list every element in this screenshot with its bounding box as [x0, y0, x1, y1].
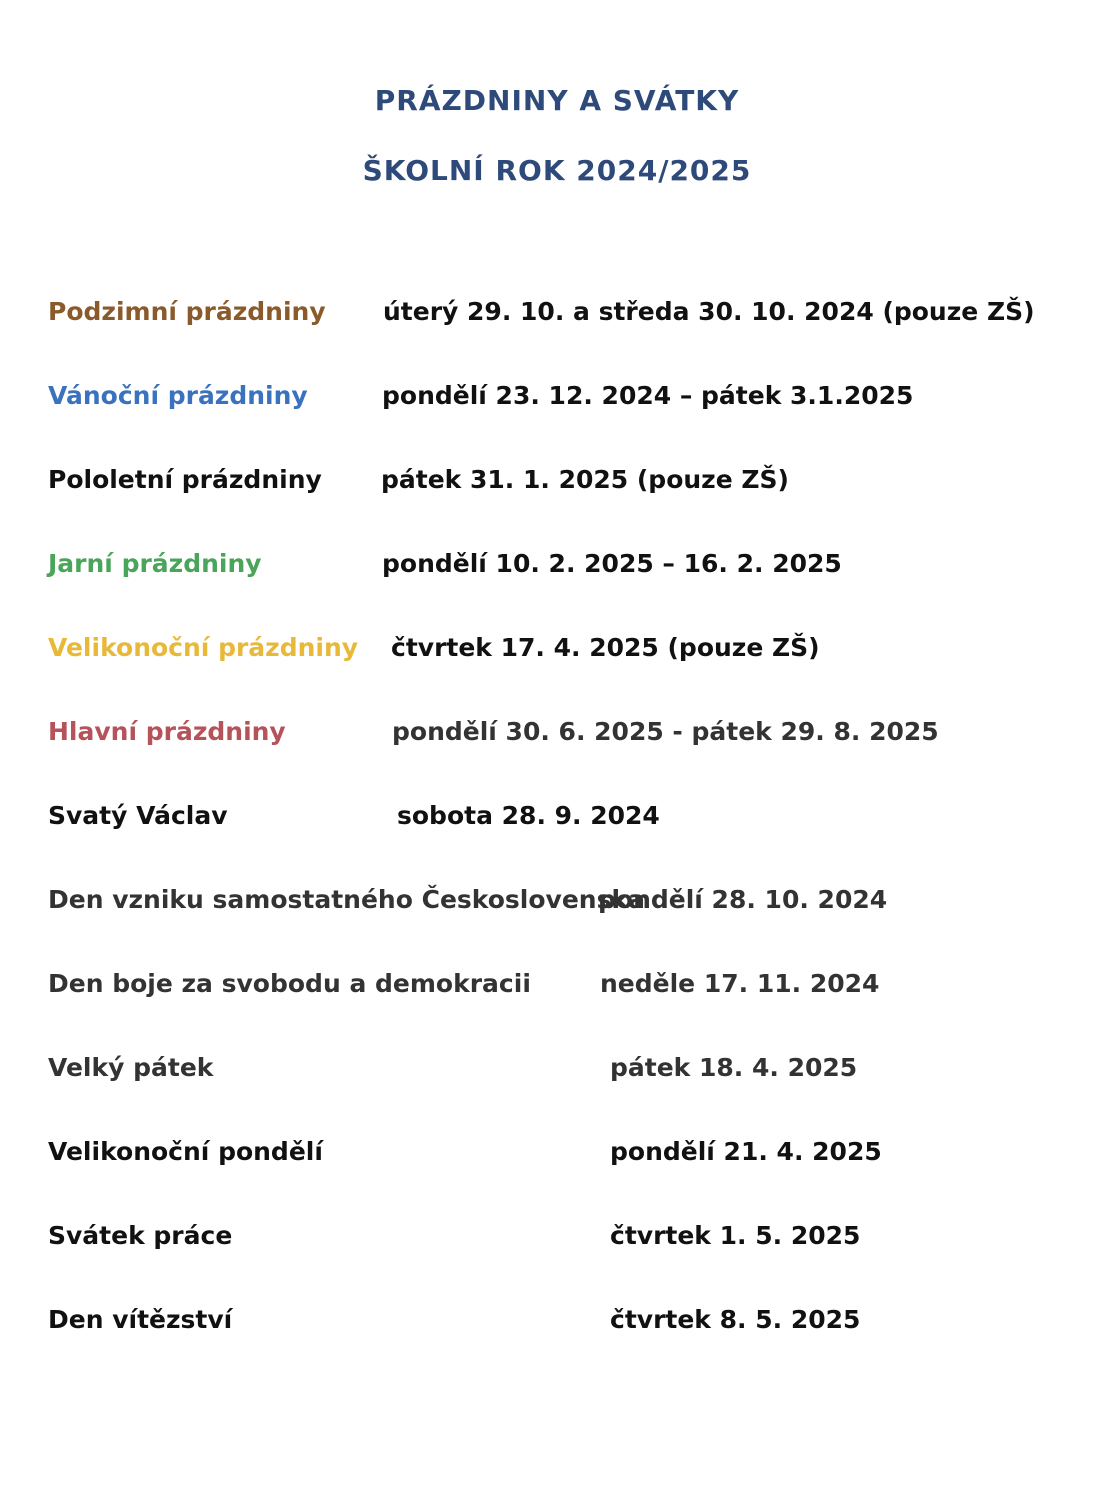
feast-label-velky-patek: Velký pátek — [48, 1053, 214, 1082]
feast-date-den-vitezstvi: čtvrtek 8. 5. 2025 — [610, 1305, 861, 1334]
holiday-date-hlavni: pondělí 30. 6. 2025 - pátek 29. 8. 2025 — [392, 717, 939, 746]
feast-date-svatek-prace: čtvrtek 1. 5. 2025 — [610, 1221, 861, 1250]
feast-label-velikonocni-pondeli: Velikonoční pondělí — [48, 1137, 323, 1166]
feast-date-velikonocni-pondeli: pondělí 21. 4. 2025 — [610, 1137, 882, 1166]
feast-date-svaty-vaclav: sobota 28. 9. 2024 — [397, 801, 660, 830]
holiday-label-velikonocni: Velikonoční prázdniny — [48, 633, 359, 662]
page-title: PRÁZDNINY A SVÁTKY — [374, 84, 740, 117]
feast-date-velky-patek: pátek 18. 4. 2025 — [610, 1053, 858, 1082]
holiday-date-jarni: pondělí 10. 2. 2025 – 16. 2. 2025 — [382, 549, 842, 578]
feast-label-den-vitezstvi: Den vítězství — [48, 1305, 233, 1334]
holiday-label-jarni: Jarní prázdniny — [48, 549, 262, 578]
holiday-label-vanocni: Vánoční prázdniny — [48, 381, 308, 410]
holiday-label-hlavni: Hlavní prázdniny — [48, 717, 286, 746]
feast-date-boj-svoboda: neděle 17. 11. 2024 — [600, 969, 880, 998]
holiday-date-podzimni: úterý 29. 10. a středa 30. 10. 2024 (pouze ZŠ) — [383, 297, 1035, 326]
feast-date-vznik-csr: pondělí 28. 10. 2024 — [598, 885, 888, 914]
feast-label-svaty-vaclav: Svatý Václav — [48, 801, 228, 830]
holiday-date-pololetni: pátek 31. 1. 2025 (pouze ZŠ) — [381, 465, 789, 494]
feast-label-boj-svoboda: Den boje za svobodu a demokracii — [48, 969, 531, 998]
holiday-date-velikonocni: čtvrtek 17. 4. 2025 (pouze ZŠ) — [391, 633, 820, 662]
holiday-date-vanocni: pondělí 23. 12. 2024 – pátek 3.1.2025 — [382, 381, 914, 410]
holiday-label-podzimni: Podzimní prázdniny — [48, 297, 326, 326]
feast-label-vznik-csr: Den vzniku samostatného Československa — [48, 885, 645, 914]
page-subtitle: ŠKOLNÍ ROK 2024/2025 — [362, 154, 752, 187]
feast-label-svatek-prace: Svátek práce — [48, 1221, 233, 1250]
holiday-label-pololetni: Pololetní prázdniny — [48, 465, 322, 494]
